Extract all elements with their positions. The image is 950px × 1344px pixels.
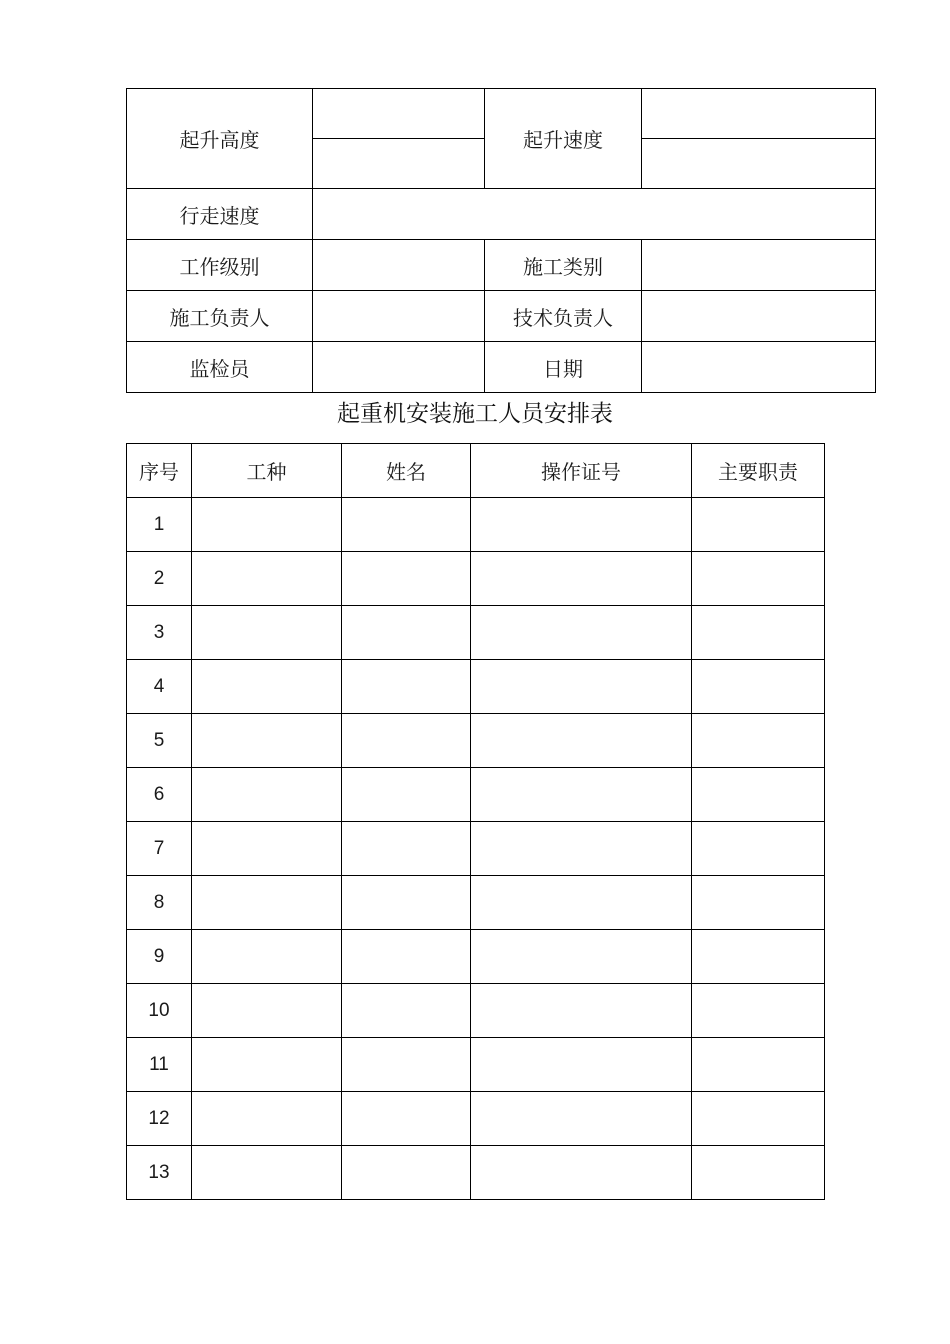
serial-number-cell: 12: [127, 1092, 192, 1146]
table-row: [127, 768, 825, 822]
date-label: 日期: [485, 342, 642, 393]
table-row: [127, 984, 825, 1038]
main-duties-cell[interactable]: [692, 1146, 825, 1200]
serial-number-cell: 9: [127, 930, 192, 984]
job-type-cell[interactable]: [192, 714, 342, 768]
name-cell[interactable]: [342, 714, 471, 768]
certificate-no-cell[interactable]: [471, 1092, 692, 1146]
certificate-no-cell[interactable]: [471, 930, 692, 984]
date-value[interactable]: [642, 342, 876, 393]
table-row: [127, 714, 825, 768]
lift-speed-label: 起升速度: [485, 89, 642, 189]
job-type-cell[interactable]: [192, 498, 342, 552]
name-cell[interactable]: [342, 1092, 471, 1146]
table-row: [127, 822, 825, 876]
job-type-cell[interactable]: [192, 660, 342, 714]
table-row: [127, 1092, 825, 1146]
main-duties-cell[interactable]: [692, 606, 825, 660]
certificate-no-cell[interactable]: [471, 984, 692, 1038]
table-row: [127, 660, 825, 714]
name-cell[interactable]: [342, 822, 471, 876]
inspector-label: 监检员: [127, 342, 313, 393]
header-main-duties: 主要职责: [692, 444, 825, 498]
main-duties-cell[interactable]: [692, 552, 825, 606]
serial-number-cell: 6: [127, 768, 192, 822]
main-duties-cell[interactable]: [692, 768, 825, 822]
header-serial-no: 序号: [127, 444, 192, 498]
main-duties-cell[interactable]: [692, 498, 825, 552]
header-name: 姓名: [342, 444, 471, 498]
serial-number-cell: 7: [127, 822, 192, 876]
job-type-cell[interactable]: [192, 1092, 342, 1146]
lift-height-value-1[interactable]: [313, 89, 485, 139]
technical-lead-value[interactable]: [642, 291, 876, 342]
certificate-no-cell[interactable]: [471, 552, 692, 606]
travel-speed-label: 行走速度: [127, 189, 313, 240]
main-duties-cell[interactable]: [692, 876, 825, 930]
header-job-type: 工种: [192, 444, 342, 498]
table-row: [127, 552, 825, 606]
name-cell[interactable]: [342, 606, 471, 660]
name-cell[interactable]: [342, 498, 471, 552]
page-title: 起重机安装施工人员安排表: [337, 401, 613, 427]
staff-table-body: [127, 498, 825, 1200]
construction-lead-value[interactable]: [313, 291, 485, 342]
serial-number-cell: 13: [127, 1146, 192, 1200]
job-type-cell[interactable]: [192, 606, 342, 660]
name-cell[interactable]: [342, 984, 471, 1038]
certificate-no-cell[interactable]: [471, 876, 692, 930]
table-header-row: [127, 444, 825, 498]
serial-number-cell: 11: [127, 1038, 192, 1092]
main-duties-cell[interactable]: [692, 1038, 825, 1092]
technical-lead-label: 技术负责人: [485, 291, 642, 342]
certificate-no-cell[interactable]: [471, 822, 692, 876]
header-certificate-no: 操作证号: [471, 444, 692, 498]
lift-speed-value-1[interactable]: [642, 89, 876, 139]
name-cell[interactable]: [342, 876, 471, 930]
serial-number-cell: 8: [127, 876, 192, 930]
serial-number-cell: 10: [127, 984, 192, 1038]
main-duties-cell[interactable]: [692, 930, 825, 984]
name-cell[interactable]: [342, 1146, 471, 1200]
construction-type-label: 施工类别: [485, 240, 642, 291]
name-cell[interactable]: [342, 768, 471, 822]
certificate-no-cell[interactable]: [471, 606, 692, 660]
construction-lead-label: 施工负责人: [127, 291, 313, 342]
name-cell[interactable]: [342, 1038, 471, 1092]
table-row: [127, 876, 825, 930]
certificate-no-cell[interactable]: [471, 1146, 692, 1200]
job-type-cell[interactable]: [192, 984, 342, 1038]
job-type-cell[interactable]: [192, 768, 342, 822]
certificate-no-cell[interactable]: [471, 498, 692, 552]
certificate-no-cell[interactable]: [471, 660, 692, 714]
table-row: [127, 930, 825, 984]
staff-arrangement-table: [126, 443, 825, 1200]
main-duties-cell[interactable]: [692, 714, 825, 768]
table-row: [127, 606, 825, 660]
job-type-cell[interactable]: [192, 930, 342, 984]
construction-type-value[interactable]: [642, 240, 876, 291]
job-type-cell[interactable]: [192, 1146, 342, 1200]
certificate-no-cell[interactable]: [471, 768, 692, 822]
table-row: [127, 498, 825, 552]
main-duties-cell[interactable]: [692, 822, 825, 876]
name-cell[interactable]: [342, 660, 471, 714]
job-type-cell[interactable]: [192, 552, 342, 606]
main-duties-cell[interactable]: [692, 984, 825, 1038]
serial-number-cell: 4: [127, 660, 192, 714]
travel-speed-value[interactable]: [313, 189, 876, 240]
certificate-no-cell[interactable]: [471, 1038, 692, 1092]
work-class-value[interactable]: [313, 240, 485, 291]
lift-speed-value-2[interactable]: [642, 139, 876, 189]
job-type-cell[interactable]: [192, 822, 342, 876]
serial-number-cell: 3: [127, 606, 192, 660]
inspector-value[interactable]: [313, 342, 485, 393]
lift-height-value-2[interactable]: [313, 139, 485, 189]
table-row: [127, 1146, 825, 1200]
crane-spec-table: [126, 88, 876, 393]
job-type-cell[interactable]: [192, 876, 342, 930]
certificate-no-cell[interactable]: [471, 714, 692, 768]
lift-height-label: 起升高度: [127, 89, 313, 189]
table-row: [127, 1038, 825, 1092]
job-type-cell[interactable]: [192, 1038, 342, 1092]
name-cell[interactable]: [342, 552, 471, 606]
main-duties-cell[interactable]: [692, 1092, 825, 1146]
serial-number-cell: 5: [127, 714, 192, 768]
main-duties-cell[interactable]: [692, 660, 825, 714]
serial-number-cell: 2: [127, 552, 192, 606]
serial-number-cell: 1: [127, 498, 192, 552]
work-class-label: 工作级别: [127, 240, 313, 291]
name-cell[interactable]: [342, 930, 471, 984]
